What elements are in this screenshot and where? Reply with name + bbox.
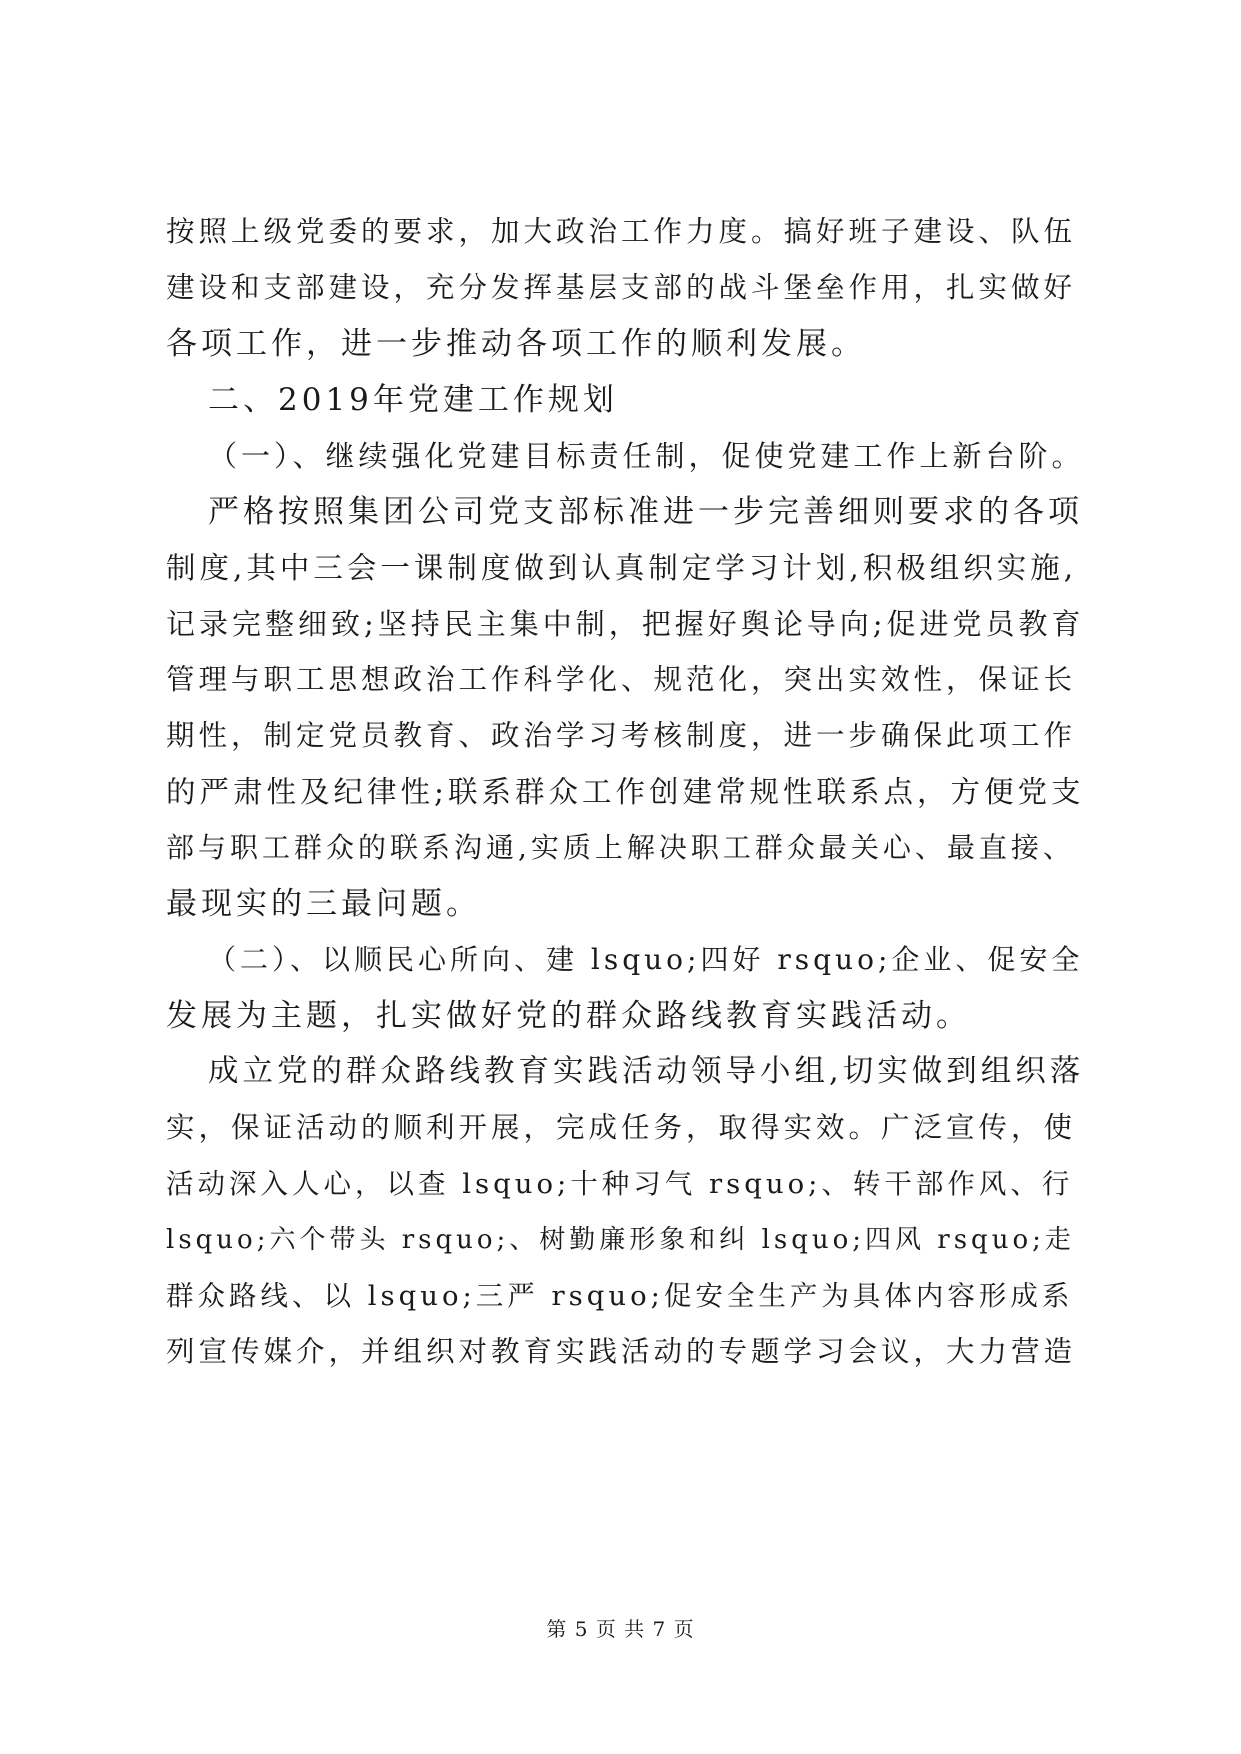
subsection-heading: （一）、继续强化党建目标责任制，促使党建工作上新台阶。	[208, 439, 1085, 473]
text-line: 管理与职工思想政治工作科学化、规范化，突出实效性，保证长	[166, 663, 1077, 696]
subsection-heading: （二）、以顺民心所向、建 lsquo;四好 rsquo;企业、促安全	[208, 943, 1084, 976]
text-line: 建设和支部建设，充分发挥基层支部的战斗堡垒作用，扎实做好	[166, 271, 1077, 304]
text-line: 记录完整细致;坚持民主集中制，把握好舆论导向;促进党员教育	[166, 607, 1085, 641]
text-line: 的严肃性及纪律性;联系群众工作创建常规性联系点，方便党支	[166, 775, 1085, 809]
text-line: 列宣传媒介，并组织对教育实践活动的专题学习会议，大力营造	[166, 1335, 1077, 1368]
section-heading: 二、2019年党建工作规划	[208, 382, 618, 418]
text-line: 各项工作，进一步推动各项工作的顺利发展。	[166, 326, 866, 362]
paragraph-start: 成立党的群众路线教育实践活动领导小组,切实做到组织落	[208, 1054, 1085, 1089]
text-line: 期性，制定党员教育、政治学习考核制度，进一步确保此项工作	[166, 719, 1077, 752]
text-line: 发展为主题，扎实做好党的群众路线教育实践活动。	[166, 998, 971, 1034]
text-line: 制度,其中三会一课制度做到认真制定学习计划,积极组织实施,	[166, 551, 1078, 585]
text-line: 最现实的三最问题。	[166, 886, 481, 922]
text-line: 活动深入人心，以查 lsquo;十种习气 rsquo;、转干部作风、行	[166, 1168, 1074, 1200]
page-footer: 第 5 页 共 7 页	[546, 1617, 695, 1641]
text-line: 实，保证活动的顺利开展，完成任务，取得实效。广泛宣传，使	[166, 1111, 1077, 1144]
text-line: 部与职工群众的联系沟通,实质上解决职工群众最关心、最直接、	[166, 831, 1075, 864]
text-line: 群众路线、以 lsquo;三严 rsquo;促安全生产为具体内容形成系	[166, 1280, 1074, 1312]
paragraph-start: 严格按照集团公司党支部标准进一步完善细则要求的各项	[208, 494, 1083, 530]
text-line: 按照上级党委的要求，加大政治工作力度。搞好班子建设、队伍	[166, 215, 1077, 248]
text-line: lsquo;六个带头 rsquo;、树勤廉形象和纠 lsquo;四风 rsquo;走	[166, 1225, 1075, 1255]
